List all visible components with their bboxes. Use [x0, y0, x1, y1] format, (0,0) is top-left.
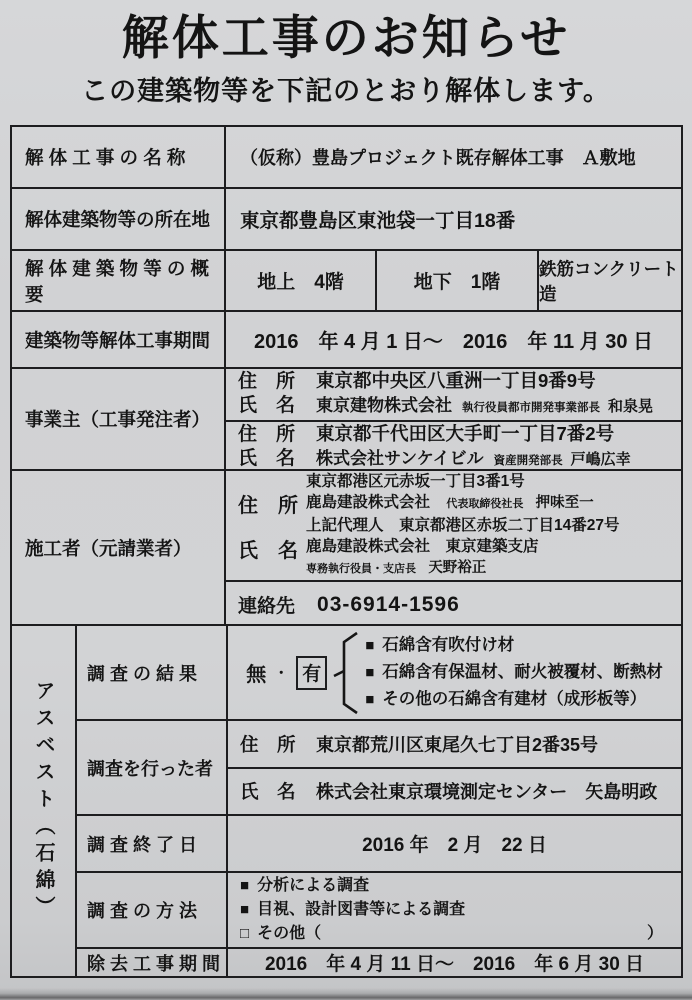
survey-end-date-label: 調 査 終 了 日	[87, 834, 198, 855]
row-project-name	[12, 127, 681, 187]
owner-entries	[224, 369, 681, 469]
asbestos-rows	[75, 626, 681, 976]
checkbox-checked-icon: ■	[365, 691, 375, 708]
contractor-branch-title: 専務執行役員・支店長	[306, 563, 416, 575]
owner2-company: 株式会社サンケイビル	[316, 449, 484, 468]
owner-entry-1	[226, 369, 681, 420]
method-other-close-paren: ）	[646, 925, 663, 942]
contractor-line5	[306, 557, 681, 580]
overview-below-ground: 地下 1階	[375, 251, 537, 310]
signboard-bottom-edge	[0, 988, 692, 1000]
contractor-line1: 東京都港区元赤坂一丁目3番1号	[306, 473, 525, 490]
contractor-branch-manager: 天野裕正	[428, 560, 487, 576]
contact-label: 連絡先	[238, 596, 296, 617]
row-location	[12, 187, 681, 249]
option-separator-dot: ・	[274, 664, 289, 681]
method-item-2	[240, 898, 681, 922]
owner2-name-label: 氏 名	[238, 448, 296, 469]
contractor-name-label: 氏 名	[238, 539, 298, 562]
overview-values	[224, 251, 681, 310]
sign-subtitle: この建築物等を下記のとおり解体します。	[81, 75, 611, 106]
option-none: 無	[246, 664, 267, 686]
contact-phone-number: 03-6914-1596	[317, 592, 460, 616]
owner1-address-label: 住 所	[238, 371, 296, 392]
result-item-2	[365, 659, 663, 686]
row-asbestos	[12, 624, 681, 976]
result-item-1-text: 石綿含有吹付け材	[382, 636, 515, 654]
asbestos-side-cell	[12, 626, 75, 976]
project-name-label: 解 体 工 事 の 名 称	[25, 147, 186, 168]
survey-result-value	[226, 626, 681, 719]
sign-title: 解体工事のお知らせ	[121, 11, 571, 64]
row-overview	[12, 249, 681, 310]
contractor-line2	[306, 492, 681, 515]
method-item-1	[240, 874, 681, 898]
location-value: 東京都豊島区東池袋一丁目18番	[224, 189, 681, 249]
row-owner	[12, 367, 681, 469]
checkbox-unchecked-icon: □	[240, 925, 250, 942]
contractor-president-name: 押味至一	[535, 495, 594, 511]
survey-end-date-value: 2016 年 2 月 22 日	[226, 816, 681, 871]
contractor-details	[224, 471, 681, 624]
row-period	[12, 310, 681, 367]
surveyor-name: 株式会社東京環境測定センター 矢島明政	[316, 782, 658, 803]
overview-above-ground: 地上 4階	[224, 251, 375, 310]
survey-result-label: 調 査 の 結 果	[87, 663, 198, 684]
row-surveyor	[77, 719, 681, 814]
survey-method-label: 調 査 の 方 法	[87, 901, 198, 921]
surveyor-details	[226, 721, 681, 814]
owner-entry-2	[226, 420, 681, 473]
method-item-3	[240, 922, 681, 946]
period-value: 2016 年 4 月 1 日～ 2016 年 11 月 30 日	[224, 312, 681, 367]
notice-table	[10, 125, 683, 978]
contractor-president-title: 代表取締役社長	[446, 498, 524, 510]
contractor-line4: 鹿島建設株式会社 東京建築支店	[306, 538, 539, 555]
owner2-address-label: 住 所	[238, 424, 296, 445]
contractor-address-label: 住 所	[238, 494, 298, 517]
owner2-address: 東京都千代田区大手町一丁目7番2号	[316, 423, 615, 444]
method-item-2-text: 目視、設計図書等による調査	[257, 901, 466, 918]
surveyor-name-label: 氏 名	[240, 781, 296, 803]
method-item-1-text: 分析による調査	[257, 877, 370, 894]
surveyor-address-label: 住 所	[240, 733, 296, 755]
checkbox-checked-icon: ■	[365, 637, 375, 654]
owner1-person: 和泉晃	[608, 398, 654, 415]
surveyor-address: 東京都荒川区東尾久七丁目2番35号	[316, 734, 599, 755]
row-removal-period	[77, 947, 681, 976]
row-survey-method	[77, 871, 681, 947]
location-label: 解体建築物等の所在地	[25, 209, 211, 230]
period-label: 建築物等解体工事期間	[25, 329, 211, 351]
owner1-name-label: 氏 名	[238, 395, 296, 416]
owner2-title: 資産開発部長	[493, 455, 563, 467]
checkbox-checked-icon: ■	[240, 877, 250, 894]
result-item-2-text: 石綿含有保温材、耐火被覆材、断熱材	[382, 663, 663, 681]
surveyor-label: 調査を行った者	[87, 758, 213, 779]
contractor-label: 施工者（元請業者）	[25, 537, 192, 559]
result-item-3-text: その他の石綿含有建材（成形板等）	[382, 690, 647, 708]
checkbox-checked-icon: ■	[240, 901, 250, 918]
owner1-title: 執行役員都市開発事業部長	[462, 402, 600, 414]
owner2-person: 戸嶋広幸	[570, 451, 631, 468]
result-item-1	[365, 632, 663, 659]
contact-row	[226, 580, 681, 627]
asbestos-side-label: アスベスト（石綿）	[32, 679, 54, 923]
contractor-company: 鹿島建設株式会社	[306, 494, 431, 511]
overview-structure: 鉄筋コンクリート造	[537, 251, 681, 310]
project-name-value: （仮称）豊島プロジェクト既存解体工事 Ａ敷地	[224, 127, 681, 187]
sign-header	[0, 0, 692, 108]
removal-period-value: 2016 年 4 月 11 日～ 2016 年 6 月 30 日	[226, 949, 681, 976]
survey-method-items	[226, 873, 681, 947]
owner1-address: 東京都中央区八重洲一丁目9番9号	[316, 370, 596, 391]
owner-label: 事業主（工事発注者）	[25, 409, 211, 430]
bracket-icon	[333, 630, 359, 716]
contractor-line3: 上記代理人 東京都港区赤坂二丁目14番27号	[306, 517, 620, 534]
row-contractor	[12, 469, 681, 624]
owner1-company: 東京建物株式会社	[316, 396, 452, 415]
selected-option-yes-box: 有	[296, 656, 327, 690]
method-item-3-text: その他（	[257, 925, 322, 942]
checkbox-checked-icon: ■	[365, 664, 375, 681]
overview-label: 解 体 建 築 物 等 の 概 要	[25, 257, 209, 305]
removal-period-label: 除 去 工 事 期 間	[87, 953, 221, 974]
row-survey-result	[77, 626, 681, 719]
result-item-3	[365, 686, 663, 713]
row-survey-end-date	[77, 814, 681, 871]
